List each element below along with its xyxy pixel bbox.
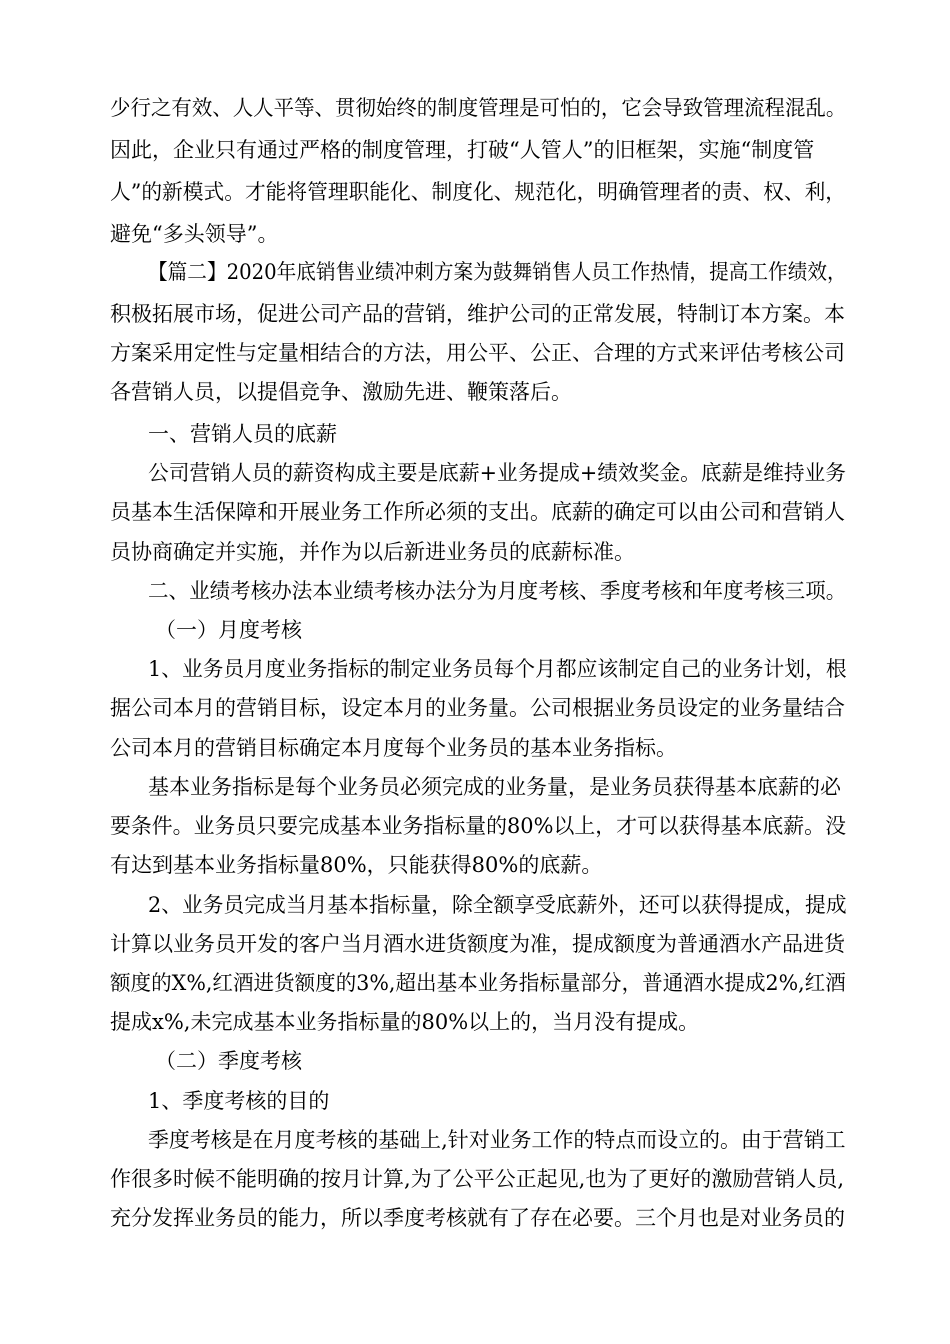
text-line-6: 积极拓展市场，促进公司产品的营销，维护公司的正常发展，特制订本方案。本 — [110, 302, 845, 326]
section-heading-base-salary: 一、营销人员的底薪 — [148, 422, 337, 446]
text-line-4: 避免“多头领导”。 — [110, 222, 279, 246]
text-line-23: 额度的X%,红酒进货额度的3%,超出基本业务指标量部分，普通酒水提成2%,红酒 — [110, 971, 846, 995]
text-line-19: 要条件。业务员只要完成基本业务指标量的80%以上，才可以获得基本底薪。没 — [110, 814, 846, 838]
text-line-10: 公司营销人员的薪资构成主要是底薪+业务提成+绩效奖金。底薪是维持业务 — [148, 461, 847, 485]
text-line-18: 基本业务指标是每个业务员必须完成的业务量，是业务员获得基本底薪的必 — [148, 775, 841, 799]
text-line-8: 各营销人员，以提倡竞争、激励先进、鞭策落后。 — [110, 380, 572, 404]
text-line-12: 员协商确定并实施，并作为以后新进业务员的底薪标准。 — [110, 540, 635, 564]
subsection-heading-monthly: （一）月度考核 — [155, 618, 302, 642]
text-line-11: 员基本生活保障和开展业务工作所必须的支出。底薪的确定可以由公司和营销人 — [110, 500, 845, 524]
text-line-7: 方案采用定性与定量相结合的方法，用公平、公正、合理的方式来评估考核公司 — [110, 341, 845, 365]
text-line-28: 作很多时候不能明确的按月计算,为了公平公正起见,也为了更好的激励营销人员, — [110, 1167, 845, 1191]
section-heading-performance: 二、业绩考核办法本业绩考核办法分为月度考核、季度考核和年度考核三项。 — [148, 579, 847, 603]
text-line-22: 计算以业务员开发的客户当月酒水进货额度为准，提成额度为普通酒水产品进货 — [110, 932, 845, 956]
text-line-16: 据公司本月的营销目标，设定本月的业务量。公司根据业务员设定的业务量结合 — [110, 696, 845, 720]
subsection-heading-quarterly: （二）季度考核 — [155, 1049, 302, 1073]
text-line-21: 2、业务员完成当月基本指标量，除全额享受底薪外，还可以获得提成，提成 — [148, 893, 847, 917]
text-line-24: 提成x%,未完成基本业务指标量的80%以上的，当月没有提成。 — [110, 1010, 700, 1034]
text-line-17: 公司本月的营销目标确定本月度每个业务员的基本业务指标。 — [110, 736, 677, 760]
text-line-15: 1、业务员月度业务指标的制定业务员每个月都应该制定自己的业务计划，根 — [148, 657, 847, 681]
text-line-20: 有达到基本业务指标量80%，只能获得80%的底薪。 — [110, 853, 603, 877]
subsection-item-quarterly-purpose: 1、季度考核的目的 — [148, 1089, 330, 1113]
text-line-3: 人”的新模式。才能将管理职能化、制度化、规范化，明确管理者的责、权、利， — [110, 180, 847, 204]
text-line-29: 充分发挥业务员的能力，所以季度考核就有了存在必要。三个月也是对业务员的 — [110, 1206, 845, 1230]
text-line-1: 少行之有效、人人平等、贯彻始终的制度管理是可怕的，它会导致管理流程混乱。 — [110, 96, 847, 120]
text-line-5: 【篇二】2020年底销售业绩冲刺方案为鼓舞销售人员工作热情，提高工作绩效， — [148, 260, 847, 284]
text-line-2: 因此，企业只有通过严格的制度管理，打破“人管人”的旧框架，实施“制度管 — [110, 138, 815, 162]
text-line-27: 季度考核是在月度考核的基础上,针对业务工作的特点而设立的。由于营销工 — [148, 1128, 846, 1152]
